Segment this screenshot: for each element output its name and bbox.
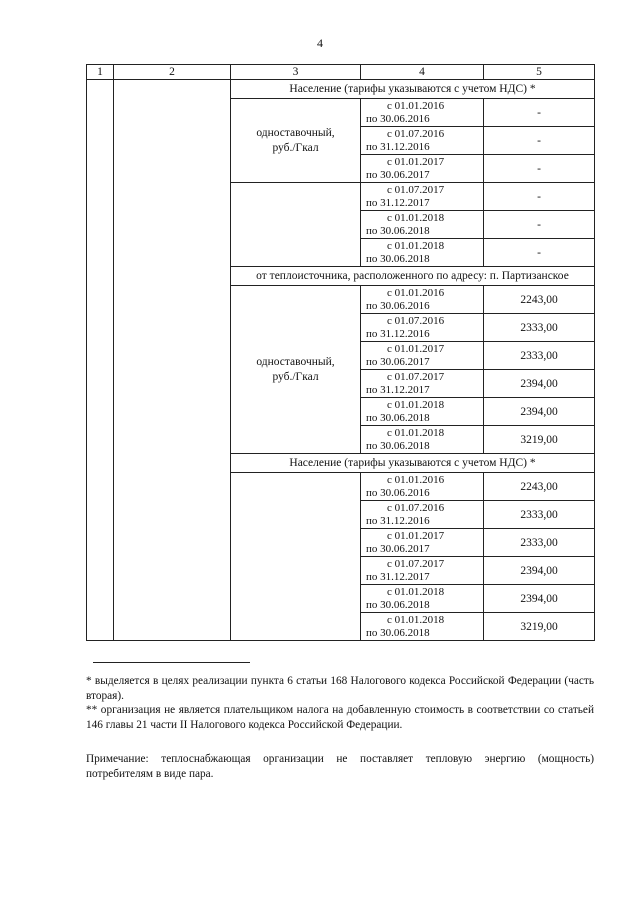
period-cell <box>361 183 484 211</box>
period-to: по 30.06.2018 <box>366 598 430 611</box>
period-to: по 30.06.2018 <box>366 411 430 424</box>
period-cell <box>361 426 484 454</box>
period-cell <box>361 155 484 183</box>
remark: Примечание: теплоснабжающая организации не поставляет тепловую энергию (мощность) потребителям в виде пара. <box>86 753 594 780</box>
tariff-value: 2394,00 <box>484 370 595 398</box>
tariff-value: 2394,00 <box>484 398 595 426</box>
notes-block <box>86 674 594 781</box>
period-from: с 01.01.2018 <box>387 240 445 252</box>
period-to: по 30.06.2018 <box>366 224 430 237</box>
tariff-value: - <box>484 211 595 239</box>
period-cell <box>361 211 484 239</box>
tariff-value: - <box>484 155 595 183</box>
tariff-type-cell: одноставочный, руб./Гкал <box>231 99 361 183</box>
period-from: с 01.01.2016 <box>387 100 445 112</box>
period-cell <box>361 473 484 501</box>
period-from: с 01.07.2016 <box>387 128 445 140</box>
period-to: по 30.06.2018 <box>366 626 430 639</box>
period-from: с 01.01.2017 <box>387 343 445 355</box>
period-to: по 31.12.2017 <box>366 196 430 209</box>
column-header-row <box>87 65 595 80</box>
footnote-1: * выделяется в целях реализации пункта 6 статьи 168 Налогового кодекса Российской Федерации (часть вторая). <box>86 675 594 702</box>
period-to: по 30.06.2016 <box>366 112 430 125</box>
tariff-value: 2333,00 <box>484 529 595 557</box>
period-from: с 01.01.2018 <box>387 399 445 411</box>
period-from: с 01.07.2016 <box>387 502 445 514</box>
tariff-value: 3219,00 <box>484 426 595 454</box>
col1-cell <box>87 80 114 641</box>
period-cell <box>361 286 484 314</box>
period-from: с 01.01.2018 <box>387 586 445 598</box>
tariff-value: 2333,00 <box>484 314 595 342</box>
tariff-type-cell <box>231 473 361 641</box>
tariff-value: - <box>484 183 595 211</box>
period-cell <box>361 127 484 155</box>
period-to: по 30.06.2017 <box>366 355 430 368</box>
page-number: 4 <box>317 36 323 50</box>
period-cell <box>361 501 484 529</box>
period-to: по 30.06.2017 <box>366 542 430 555</box>
col2-cell <box>114 80 231 641</box>
period-from: с 01.01.2016 <box>387 287 445 299</box>
period-cell <box>361 557 484 585</box>
period-from: с 01.01.2018 <box>387 212 445 224</box>
column-header: 4 <box>361 65 484 80</box>
tariff-table <box>86 64 595 641</box>
tariff-value: 2333,00 <box>484 342 595 370</box>
period-from: с 01.01.2018 <box>387 614 445 626</box>
period-cell <box>361 585 484 613</box>
column-header: 2 <box>114 65 231 80</box>
period-cell <box>361 342 484 370</box>
period-cell <box>361 239 484 267</box>
tariff-value: 2394,00 <box>484 585 595 613</box>
section-row <box>87 80 595 99</box>
tariff-value: - <box>484 99 595 127</box>
period-from: с 01.07.2016 <box>387 315 445 327</box>
period-from: с 01.07.2017 <box>387 184 445 196</box>
period-from: с 01.01.2016 <box>387 474 445 486</box>
period-cell <box>361 314 484 342</box>
period-cell <box>361 529 484 557</box>
section-title: от теплоисточника, расположенного по адресу: п. Партизанское <box>231 267 595 286</box>
tariff-value: 2243,00 <box>484 286 595 314</box>
footnote-divider <box>93 662 250 663</box>
period-cell <box>361 99 484 127</box>
column-header: 1 <box>87 65 114 80</box>
tariff-value: 2394,00 <box>484 557 595 585</box>
period-to: по 31.12.2017 <box>366 383 430 396</box>
period-cell <box>361 613 484 641</box>
tariff-value: 2333,00 <box>484 501 595 529</box>
tariff-value: - <box>484 239 595 267</box>
period-from: с 01.07.2017 <box>387 558 445 570</box>
period-to: по 31.12.2017 <box>366 570 430 583</box>
period-from: с 01.01.2017 <box>387 156 445 168</box>
period-to: по 30.06.2018 <box>366 252 430 265</box>
period-to: по 30.06.2018 <box>366 439 430 452</box>
period-from: с 01.01.2018 <box>387 427 445 439</box>
period-to: по 30.06.2016 <box>366 299 430 312</box>
tariff-type-cell <box>231 183 361 267</box>
section-title: Население (тарифы указываются с учетом НДС) * <box>231 454 595 473</box>
section-title: Население (тарифы указываются с учетом НДС) * <box>231 80 595 99</box>
tariff-value: 3219,00 <box>484 613 595 641</box>
period-to: по 30.06.2017 <box>366 168 430 181</box>
period-cell <box>361 398 484 426</box>
period-to: по 31.12.2016 <box>366 327 430 340</box>
period-from: с 01.01.2017 <box>387 530 445 542</box>
period-from: с 01.07.2017 <box>387 371 445 383</box>
tariff-type-cell: одноставочный, руб./Гкал <box>231 286 361 454</box>
period-to: по 31.12.2016 <box>366 140 430 153</box>
tariff-value: - <box>484 127 595 155</box>
column-header: 5 <box>484 65 595 80</box>
tariff-value: 2243,00 <box>484 473 595 501</box>
period-cell <box>361 370 484 398</box>
period-to: по 31.12.2016 <box>366 514 430 527</box>
period-to: по 30.06.2016 <box>366 486 430 499</box>
footnote-2: ** организация не является плательщиком налога на добавленную стоимость в соответствии со статьей 146 главы 21 части II Налогового кодекса Российской Федерации. <box>86 704 594 731</box>
column-header: 3 <box>231 65 361 80</box>
